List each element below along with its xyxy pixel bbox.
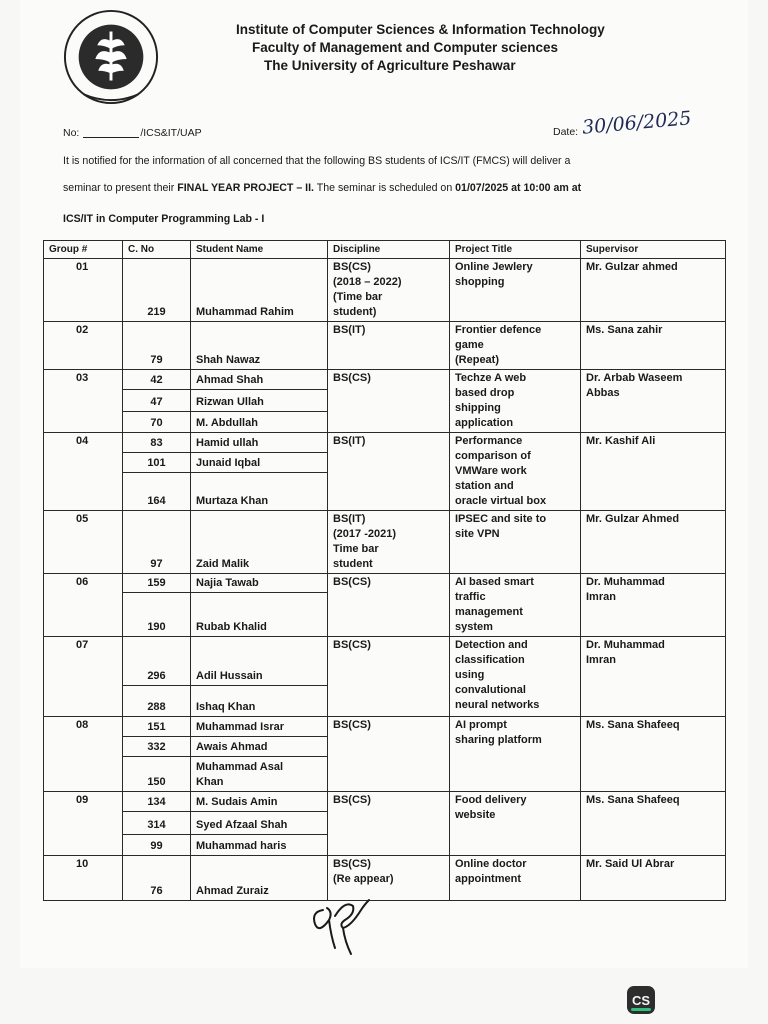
discipline-cell: BS(IT) (2017 -2021) Time bar student [328,511,450,574]
cno-cell: 151 [123,717,191,737]
university-logo [62,8,160,106]
group-number-cell: 08 [44,717,123,792]
no-suffix: /ICS&IT/UAP [140,127,202,139]
supervisor-cell: Ms. Sana Shafeeq [581,792,726,856]
notice-datetime: 01/07/2025 at 10:00 [455,182,551,194]
reference-number [63,127,202,139]
group-number-cell: 09 [44,792,123,856]
notice-venue: in Computer Programming Lab - I [93,213,265,225]
cno-cell: 332 [123,737,191,757]
project-title-cell: Food delivery website [450,792,581,856]
cno-cell: 219 [123,259,191,322]
cno-cell: 150 [123,757,191,792]
supervisor-cell: Ms. Sana Shafeeq [581,717,726,792]
supervisor-cell: Dr. Muhammad Imran [581,574,726,637]
institute-title: Institute of Computer Sciences & Information Technology [236,22,605,37]
group-number-cell: 03 [44,370,123,433]
project-title-cell: Performance comparison of VMWare work station and oracle virtual box [450,433,581,511]
student-name-cell: M. Sudais Amin [191,792,328,812]
group-number-cell: 06 [44,574,123,637]
supervisor-cell: Ms. Sana zahir [581,322,726,370]
student-name-cell: Shah Nawaz [191,322,328,370]
student-name-cell: Murtaza Khan [191,473,328,511]
cno-cell: 101 [123,453,191,473]
project-title-cell: Techze A web based drop shipping application [450,370,581,433]
cno-cell: 190 [123,593,191,637]
table-row [44,574,726,593]
table-row [44,792,726,812]
notice-line-3 [63,213,264,225]
notice-line-2-post: am at [550,182,582,194]
student-name-cell: Syed Afzaal Shah [191,812,328,835]
discipline-cell: BS(CS) [328,370,450,433]
project-title-cell: AI based smart traffic management system [450,574,581,637]
camscanner-badge: CS [627,986,655,1014]
student-name-cell: Zaid Malik [191,511,328,574]
student-name-cell: Muhammad Rahim [191,259,328,322]
no-blank [83,137,139,138]
supervisor-cell: Mr. Gulzar ahmed [581,259,726,322]
discipline-cell: BS(CS) [328,637,450,717]
student-name-cell: Rizwan Ullah [191,390,328,411]
student-name-cell: M. Abdullah [191,411,328,432]
student-name-cell: Najia Tawab [191,574,328,593]
discipline-cell: BS(IT) [328,433,450,511]
student-name-cell: Ahmad Zuraiz [191,856,328,901]
group-number-cell: 05 [44,511,123,574]
discipline-cell: BS(CS) (Re appear) [328,856,450,901]
cno-cell: 70 [123,411,191,432]
student-name-cell: Ishaq Khan [191,686,328,717]
student-name-cell: Ahmad Shah [191,370,328,390]
discipline-cell: BS(CS) [328,792,450,856]
student-name-cell: Junaid Iqbal [191,453,328,473]
table-body [44,259,726,901]
group-number-cell: 04 [44,433,123,511]
group-number-cell: 10 [44,856,123,901]
discipline-cell: BS(CS) [328,717,450,792]
supervisor-cell: Mr. Gulzar Ahmed [581,511,726,574]
university-title: The University of Agriculture Peshawar [264,58,516,73]
cno-cell: 76 [123,856,191,901]
signature [305,890,385,960]
student-name-cell: Muhammad haris [191,835,328,856]
handwritten-date: 30/06/2025 [581,107,693,139]
group-number-cell: 02 [44,322,123,370]
student-name-cell: Muhammad Asal Khan [191,757,328,792]
student-name-cell: Hamid ullah [191,433,328,453]
project-title-cell: IPSEC and site to site VPN [450,511,581,574]
table-row [44,511,726,574]
notice-line-2 [63,182,581,194]
student-name-cell: Muhammad Israr [191,717,328,737]
student-name-cell: Rubab Khalid [191,593,328,637]
table-row [44,717,726,737]
notice-venue-dept: ICS/IT [63,213,94,225]
cno-cell: 97 [123,511,191,574]
supervisor-cell: Dr. Muhammad Imran [581,637,726,717]
project-title-cell: Online doctor appointment [450,856,581,901]
student-name-cell: Awais Ahmad [191,737,328,757]
table-row [44,370,726,390]
cno-cell: 296 [123,637,191,686]
discipline-cell: BS(CS) [328,574,450,637]
cno-cell: 99 [123,835,191,856]
cno-cell: 164 [123,473,191,511]
notice-line-2-pre: seminar to present their [63,182,178,194]
notice-line-1: It is notified for the information of all concerned that the following BS students of ICS/IT (FMCS) will deliver a [63,155,571,167]
table-header-row [44,241,726,259]
supervisor-cell: Mr. Kashif Ali [581,433,726,511]
student-name-cell: Adil Hussain [191,637,328,686]
cno-cell: 79 [123,322,191,370]
seminar-schedule-table [43,240,726,901]
no-label: No: [63,127,80,139]
header-discipline: Discipline [328,241,450,259]
discipline-cell: BS(CS) (2018 – 2022) (Time bar student) [328,259,450,322]
header-student-name: Student Name [191,241,328,259]
discipline-cell: BS(IT) [328,322,450,370]
project-title-cell: Detection and classification using convalutional neural networks [450,637,581,717]
project-title-cell: AI prompt sharing platform [450,717,581,792]
cno-cell: 314 [123,812,191,835]
cno-cell: 134 [123,792,191,812]
table-row [44,322,726,370]
header-cno: C. No [123,241,191,259]
faculty-title: Faculty of Management and Computer sciences [252,40,559,55]
cno-cell: 42 [123,370,191,390]
cno-cell: 83 [123,433,191,453]
header-group: Group # [44,241,123,259]
table-row [44,433,726,453]
header-supervisor: Supervisor [581,241,726,259]
supervisor-cell: Dr. Arbab Waseem Abbas [581,370,726,433]
supervisor-cell: Mr. Said Ul Abrar [581,856,726,901]
project-title-cell: Frontier defence game (Repeat) [450,322,581,370]
date-label: Date: [553,126,579,138]
project-title-cell: Online Jewlery shopping [450,259,581,322]
notice-line-2-mid: The seminar is scheduled on [314,182,456,194]
table-row [44,637,726,686]
group-number-cell: 07 [44,637,123,717]
cno-cell: 288 [123,686,191,717]
cno-cell: 159 [123,574,191,593]
group-number-cell: 01 [44,259,123,322]
notice-project-title: FINAL YEAR PROJECT – II. [177,182,315,194]
header-project-title: Project Title [450,241,581,259]
cno-cell: 47 [123,390,191,411]
table-row [44,259,726,322]
